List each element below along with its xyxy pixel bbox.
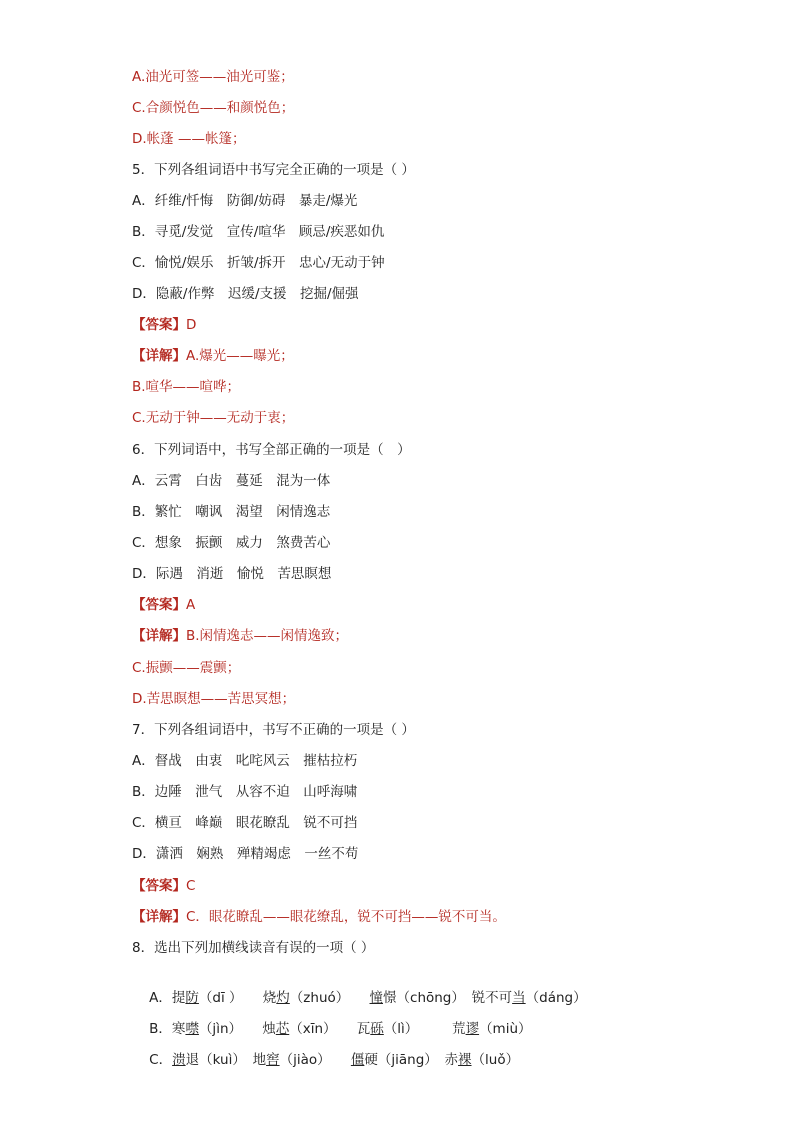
prev-detail-d: D.帐蓬 ——帐篷； xyxy=(132,131,246,147)
q6-option-a: A．云霄 白齿 蔓延 混为一体 xyxy=(132,473,331,489)
detail-text: C．眼花瞭乱——眼花缭乱，锐不可挡——锐不可当。 xyxy=(186,909,506,925)
q5-detail-b: B.喧华——喧哗； xyxy=(132,379,241,395)
detail-text: A.爆光——曝光； xyxy=(186,348,294,364)
detail-text: B.闲情逸志——闲情逸致； xyxy=(186,628,349,644)
q6-answer xyxy=(132,596,195,614)
q6-stem: 6．下列词语中，书写全部正确的一项是（ ） xyxy=(132,442,411,458)
option-text: B．寒 xyxy=(149,1021,186,1037)
answer-tag: 【答案】 xyxy=(132,878,186,894)
underlined-char: 防 xyxy=(185,990,199,1006)
q7-option-d: D．潇洒 娴熟 殚精竭虑 一丝不苟 xyxy=(132,846,359,862)
option-text: 退（kuì） 地 xyxy=(185,1052,267,1068)
answer-value: C xyxy=(186,878,196,894)
option-text: （jìn） 烛 xyxy=(198,1021,276,1037)
answer-tag: 【答案】 xyxy=(132,317,186,333)
option-text: （dáng） xyxy=(525,990,587,1006)
option-text: （lì） 荒 xyxy=(383,1021,466,1037)
underlined-char: 当 xyxy=(512,990,526,1006)
underlined-char: 憧 xyxy=(369,990,384,1006)
option-text: （jiào） xyxy=(279,1052,351,1068)
q6-detail-c: C.振颤——震颤； xyxy=(132,660,241,676)
q6-option-b: B．繁忙 嘲讽 渴望 闲情逸志 xyxy=(132,504,331,520)
option-text: （dī ） 烧 xyxy=(198,990,277,1006)
q6-detail xyxy=(132,627,348,645)
prev-detail-a: A.油光可签——油光可鉴； xyxy=(132,69,294,85)
q8-option-c xyxy=(132,1033,519,1087)
underlined-char: 谬 xyxy=(465,1021,480,1037)
q6-option-c: C．想象 振颤 威力 煞费苦心 xyxy=(132,535,331,551)
q7-option-a: A．督战 由衷 叱咤风云 摧枯拉朽 xyxy=(132,753,358,769)
q7-stem: 7．下列各组词语中，书写不正确的一项是（ ） xyxy=(132,722,415,738)
q7-detail xyxy=(132,908,506,926)
underlined-char: 溃 xyxy=(172,1052,186,1068)
option-text: 憬（chōng） 锐不可 xyxy=(383,990,513,1006)
underlined-char: 砾 xyxy=(370,1021,384,1037)
underlined-char: 芯 xyxy=(275,1021,290,1037)
q7-answer xyxy=(132,877,195,895)
answer-value: D xyxy=(186,317,197,333)
q5-option-b: B．寻觅/发觉 宣传/喧华 顾忌/疾恶如仇 xyxy=(132,224,385,240)
underlined-char: 窖 xyxy=(266,1052,280,1068)
q7-option-b: B．边陲 泄气 从容不迫 山呼海啸 xyxy=(132,784,358,800)
q6-detail-d: D.苦思瞑想——苦思冥想； xyxy=(132,691,296,707)
q8-stem: 8．选出下列加横线读音有误的一项（ ） xyxy=(132,940,375,956)
option-text: （zhuó） xyxy=(289,990,370,1006)
detail-tag: 【详解】 xyxy=(132,628,186,644)
underlined-char: 灼 xyxy=(276,990,290,1006)
q5-stem: 5．下列各组词语中书写完全正确的一项是（ ） xyxy=(132,162,415,178)
option-text: A．提 xyxy=(149,990,186,1006)
prev-detail-c: C.合颜悦色——和颜悦色； xyxy=(132,100,295,116)
option-text: 硬（jiāng） 赤 xyxy=(364,1052,459,1068)
detail-tag: 【详解】 xyxy=(132,909,186,925)
q5-detail-c: C.无动于钟——无动于衷； xyxy=(132,410,295,426)
q6-option-d: D．际遇 消逝 愉悦 苦思瞑想 xyxy=(132,566,332,582)
q5-option-a: A．纤维/忏悔 防御/妨碍 暴走/爆光 xyxy=(132,193,358,209)
q7-option-c: C．横亘 峰巅 眼花瞭乱 锐不可挡 xyxy=(132,815,358,831)
option-text: （luǒ） xyxy=(471,1052,520,1068)
underlined-char: 僵 xyxy=(350,1052,365,1068)
detail-tag: 【详解】 xyxy=(132,348,186,364)
q5-detail xyxy=(132,347,294,365)
option-text: （xīn） 瓦 xyxy=(289,1021,371,1037)
q5-option-c: C．愉悦/娱乐 折皱/拆开 忠心/无动于钟 xyxy=(132,255,385,271)
q5-option-d: D．隐蔽/作弊 迟缓/支援 挖掘/倔强 xyxy=(132,286,359,302)
answer-tag: 【答案】 xyxy=(132,597,186,613)
option-text: （miù） xyxy=(479,1021,532,1037)
underlined-char: 噤 xyxy=(185,1021,199,1037)
q5-answer xyxy=(132,316,196,334)
option-text: C． xyxy=(149,1052,173,1068)
underlined-char: 裸 xyxy=(458,1052,472,1068)
answer-value: A xyxy=(186,597,196,613)
